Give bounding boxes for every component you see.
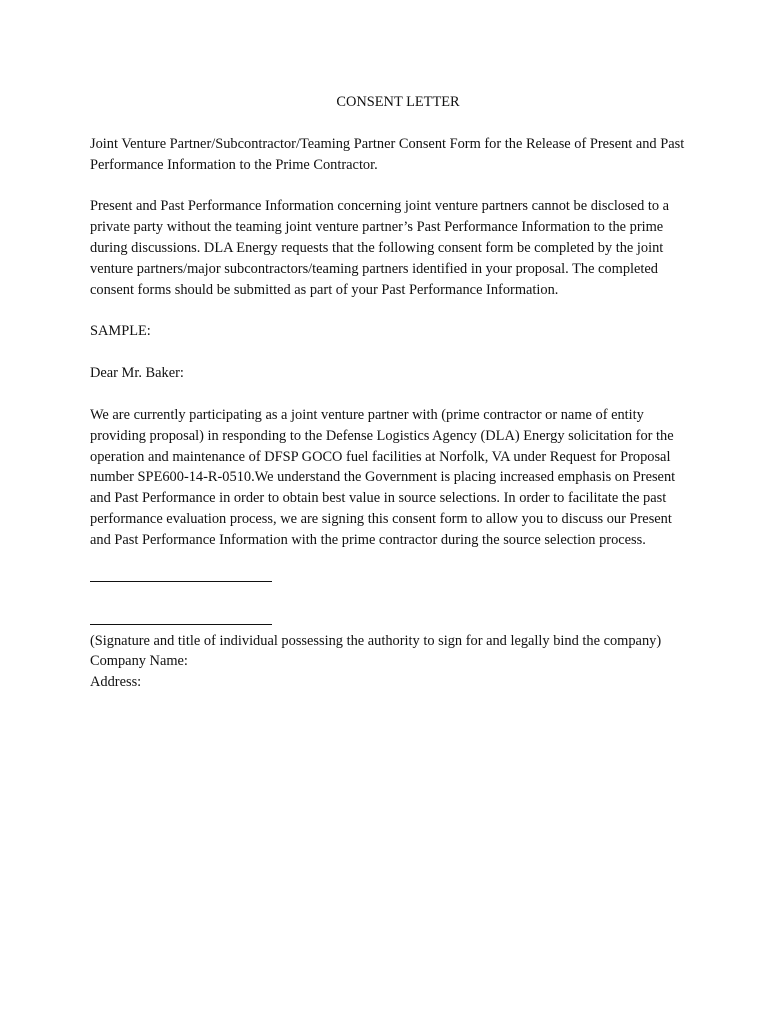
disclosure-paragraph: Present and Past Performance Information concerning joint venture partners cannot be disclosed to a private party without the teaming joint venture partner’s Past Performance Information to the prime during discussions. DLA Energy requests that the following consent form be completed by the joint venture partners/major subcontractors/teaming partners identified in your proposal. The completed consent forms should be submitted as part of your Past Performance Information. bbox=[90, 198, 670, 298]
signature-line-2 bbox=[90, 624, 272, 625]
salutation: Dear Mr. Baker: bbox=[90, 365, 184, 382]
signature-caption: (Signature and title of individual possessing the authority to sign for and legally bind the company) bbox=[90, 632, 662, 649]
letter-body: We are currently participating as a joint venture partner with (prime contractor or name of entity providing proposal) in responding to the Defense Logistics Agency (DLA) Energy solicitation for the operation and maintenance of DFSP GOCO fuel facilities at Norfolk, VA under Request for Proposal number SPE600-14-R-0510.We understand the Government is placing increased emphasis on Present and Past Performance in order to obtain best value in source selections. In order to facilitate the past performance evaluation process, we are signing this consent form to allow you to discuss our Present and Past Performance Information with the prime contractor during the source selection process. bbox=[90, 406, 676, 548]
intro-paragraph: Joint Venture Partner/Subcontractor/Teaming Partner Consent Form for the Release of Present and Past Performance Information to the Prime Contractor. bbox=[90, 135, 685, 173]
sample-label: SAMPLE: bbox=[90, 323, 151, 340]
signature-line-1 bbox=[90, 581, 272, 582]
document-title: CONSENT LETTER bbox=[336, 94, 460, 110]
letter-content bbox=[90, 92, 690, 693]
address-label: Address: bbox=[90, 674, 142, 691]
company-name-label: Company Name: bbox=[90, 653, 188, 670]
